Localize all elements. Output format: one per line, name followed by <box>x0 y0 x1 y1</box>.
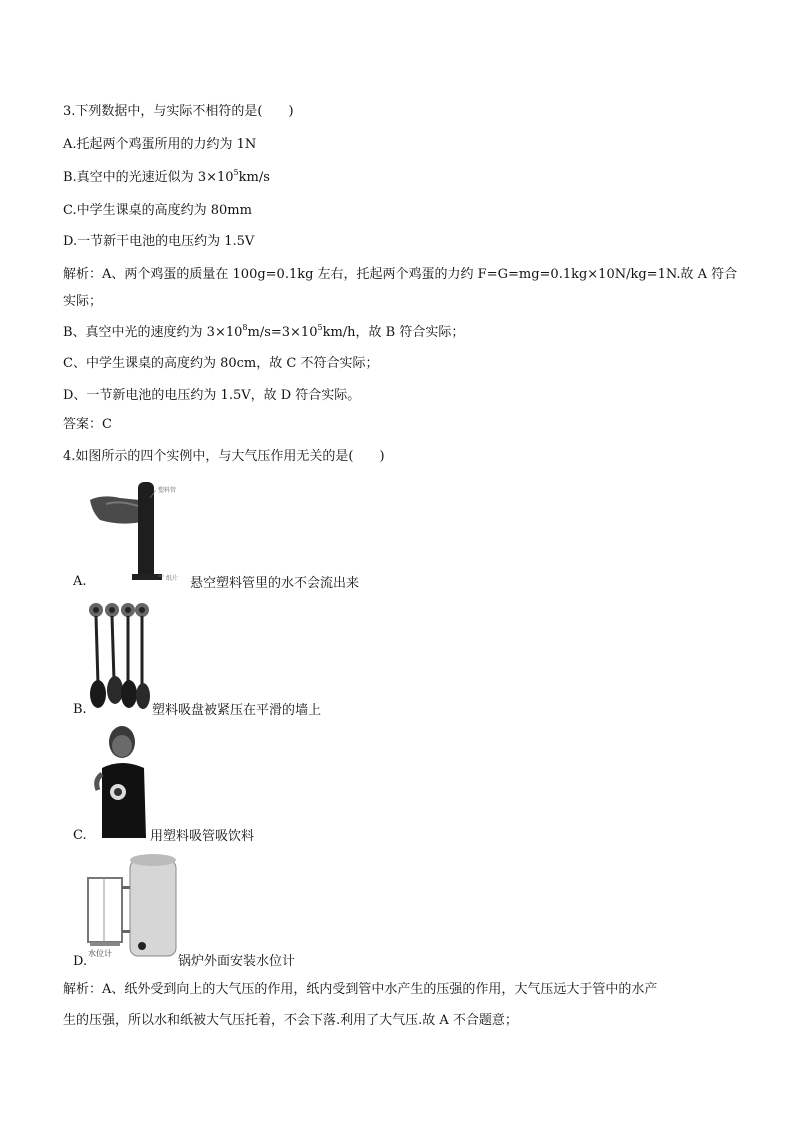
q4-option-d-text: 锅炉外面安装水位计 <box>178 954 296 969</box>
q4-option-d-letter: D. <box>73 954 88 969</box>
q4-option-b-text: 塑料吸盘被紧压在平滑的墙上 <box>152 703 322 718</box>
q4-figure-d-label: 水位计 <box>88 949 112 958</box>
q4-figure-a-label-top: 塑料管 <box>158 487 177 494</box>
q3-option-d: D.一节新干电池的电压约为 1.5V <box>63 234 255 249</box>
q3-option-a: A.托起两个鸡蛋所用的力约为 1N <box>63 137 257 152</box>
q4-solution-line-2: 生的压强，所以水和纸被大气压托着，不会下落.利用了大气压.故 A 不合题意； <box>63 1013 518 1028</box>
q4-figure-a-label-bottom: 纸片 <box>166 575 179 582</box>
q4-figure-d <box>82 850 180 962</box>
q4-option-a-letter: A. <box>73 574 87 589</box>
q4-figure-a <box>90 478 190 586</box>
q3-option-c: C.中学生课桌的高度约为 80mm <box>63 203 252 218</box>
q4-figure-c <box>92 724 150 840</box>
q4-figure-b <box>86 600 152 712</box>
q3-stem: 3.下列数据中，与实际不相符的是( ) <box>63 104 294 119</box>
q4-option-b-letter: B. <box>73 702 87 717</box>
q3-solution-line-4: D、一节新电池的电压约为 1.5V，故 D 符合实际。 <box>63 388 361 403</box>
q4-solution-line-1: 解析：A、纸外受到向上的大气压的作用，纸内受到管中水产生的压强的作用，大气压远大于管中的水产 <box>63 982 658 997</box>
q4-option-a-text: 悬空塑料管里的水不会流出来 <box>190 576 360 591</box>
q4-stem: 4.如图所示的四个实例中，与大气压作用无关的是( ) <box>63 449 385 464</box>
q4-option-c-letter: C. <box>73 828 87 843</box>
q3-option-b: B.真空中的光速近似为 $3\times 10^5km/s$ <box>63 167 270 185</box>
q3-solution-line-2: B、真空中光的速度约为 $3\times 10^8m/s=3\times 10^5km/h$，故 B 符合实际； <box>63 322 465 340</box>
q3-solution-line-3: C、中学生课桌的高度约为 80cm，故 C 不符合实际； <box>63 356 379 371</box>
q3-answer: 答案：C <box>63 417 112 432</box>
q4-option-c-text: 用塑料吸管吸饮料 <box>150 829 255 844</box>
q3-solution-line-1b: 实际； <box>63 294 103 309</box>
q3-solution-line-1: 解析：A、两个鸡蛋的质量在 100g=0.1kg 左右，托起两个鸡蛋的力约 F=G=mg=0.1kg×10N/kg=1N.故 A 符合 <box>63 267 738 282</box>
